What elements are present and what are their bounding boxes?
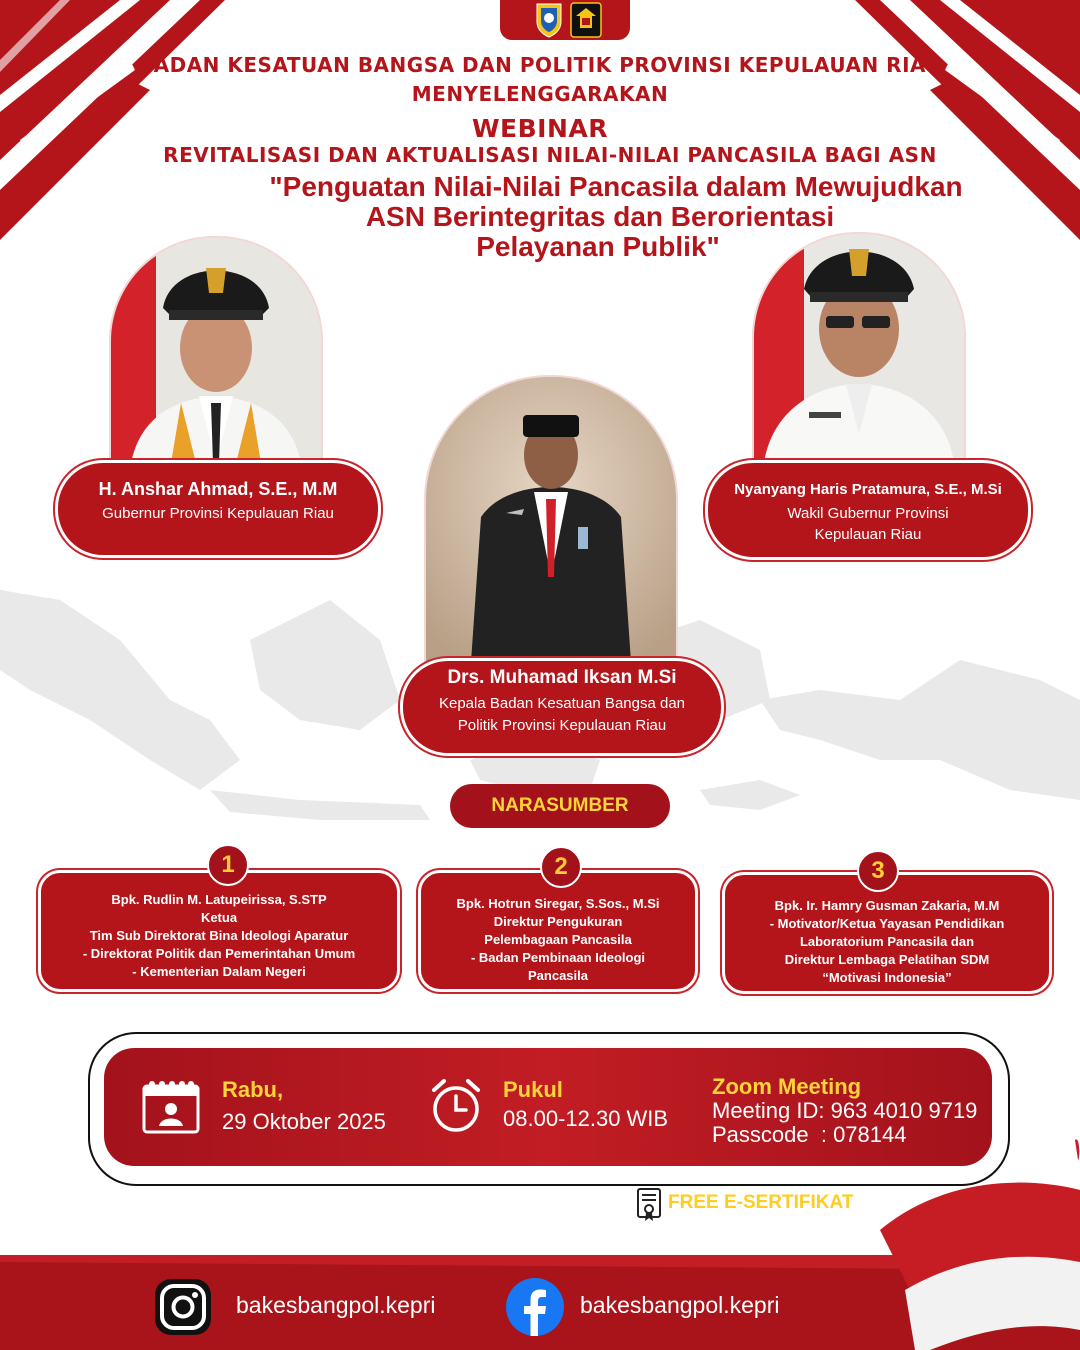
instagram-icon[interactable] (152, 1276, 214, 1338)
official-card-kepala-badan (400, 658, 724, 756)
official-name: Drs. Muhamad Iksan M.Si (447, 667, 677, 688)
theme-line-2: ASN Berintegritas dan Berorientasi (365, 201, 835, 232)
facebook-handle[interactable]: bakesbangpol.kepri (580, 1292, 780, 1318)
logo-tab (500, 0, 630, 40)
speaker-number-2: 2 (540, 846, 582, 888)
official-role: Kepala Badan Kesatuan Bangsa dan (438, 695, 686, 712)
speaker-line: Pelembagaan Pancasila (484, 932, 632, 947)
org-line-1: BADAN KESATUAN BANGSA DAN POLITIK PROVINSI KEPULAUAN RIAU (137, 53, 943, 77)
event-time: 08.00-12.30 WIB (503, 1106, 669, 1131)
speaker-line: “Motivasi Indonesia” (822, 970, 952, 985)
portrait-governor (109, 236, 323, 465)
official-role-2: Kepulauan Riau (814, 526, 922, 543)
org-line-2: MENYELENGGARAKAN (411, 82, 669, 106)
speaker-number-1: 1 (207, 844, 249, 886)
speaker-line: Bpk. Hotrun Siregar, S.Sos., M.Si (456, 896, 660, 911)
speaker-line: Laboratorium Pancasila dan (799, 934, 975, 949)
crest-icon (534, 2, 564, 38)
official-role: Wakil Gubernur Provinsi (787, 505, 949, 522)
speaker-number-3: 3 (857, 850, 899, 892)
speaker-line: Pancasila (528, 968, 588, 983)
speaker-line: Ketua (200, 910, 238, 925)
portrait-kepala-badan-figure (426, 377, 676, 662)
speaker-card-2 (418, 870, 698, 992)
speaker-line: Tim Sub Direktorat Bina Ideologi Aparatur (89, 928, 349, 943)
speaker-line: - Direktorat Politik dan Pemerintahan Umum (82, 946, 356, 961)
certificate-label: FREE E-SERTIFIKAT (668, 1192, 854, 1213)
narasumber-label: NARASUMBER (450, 784, 670, 828)
official-name: H. Anshar Ahmad, S.E., M.M (98, 479, 338, 499)
theme-line-3: Pelayanan Publik" (476, 231, 720, 262)
facebook-icon[interactable] (505, 1277, 565, 1337)
certificate-icon (636, 1187, 662, 1223)
official-role-2: Politik Provinsi Kepulauan Riau (457, 717, 667, 734)
event-date: 29 Oktober 2025 (222, 1109, 386, 1134)
official-name: Nyanyang Haris Pratamura, S.E., M.Si (734, 481, 1002, 498)
portrait-vice-governor (752, 232, 966, 464)
portrait-kepala-badan (424, 375, 678, 664)
speaker-line: Bpk. Rudlin M. Latupeirissa, S.STP (111, 892, 327, 907)
event-subtitle: REVITALISASI DAN AKTUALISASI NILAI-NILAI PANCASILA BAGI ASN (163, 143, 937, 167)
event-type: WEBINAR (471, 114, 609, 143)
speaker-card-1 (38, 870, 400, 992)
speaker-line: - Motivator/Ketua Yayasan Pendidikan (769, 916, 1005, 931)
clock-icon (430, 1078, 482, 1134)
event-platform: Zoom Meeting (712, 1074, 862, 1099)
official-card-governor (55, 460, 381, 558)
speaker-line: - Badan Pembinaan Ideologi (470, 950, 646, 965)
event-day: Rabu, (222, 1077, 284, 1102)
calendar-icon (142, 1078, 200, 1134)
event-meeting-id: Meeting ID: 963 4010 9719 (712, 1098, 978, 1123)
event-time-label: Pukul (503, 1077, 563, 1102)
instagram-handle[interactable]: bakesbangpol.kepri (236, 1292, 436, 1318)
official-card-vice-governor (705, 460, 1031, 560)
speaker-line: Bpk. Ir. Hamry Gusman Zakaria, M.M (774, 898, 1000, 913)
speaker-line: Direktur Pengukuran (493, 914, 623, 929)
portrait-vice-governor-figure (754, 234, 964, 462)
portrait-governor-figure (111, 238, 321, 463)
speaker-card-3 (722, 872, 1052, 994)
event-passcode: Passcode : 078144 (712, 1122, 907, 1147)
official-role: Gubernur Provinsi Kepulauan Riau (102, 505, 334, 522)
speaker-line: Direktur Lembaga Pelatihan SDM (784, 952, 990, 967)
theme-line-1: "Penguatan Nilai-Nilai Pancasila dalam Mewujudkan (269, 171, 963, 202)
garuda-icon (570, 2, 602, 38)
speaker-line: - Kementerian Dalam Negeri (132, 964, 306, 979)
